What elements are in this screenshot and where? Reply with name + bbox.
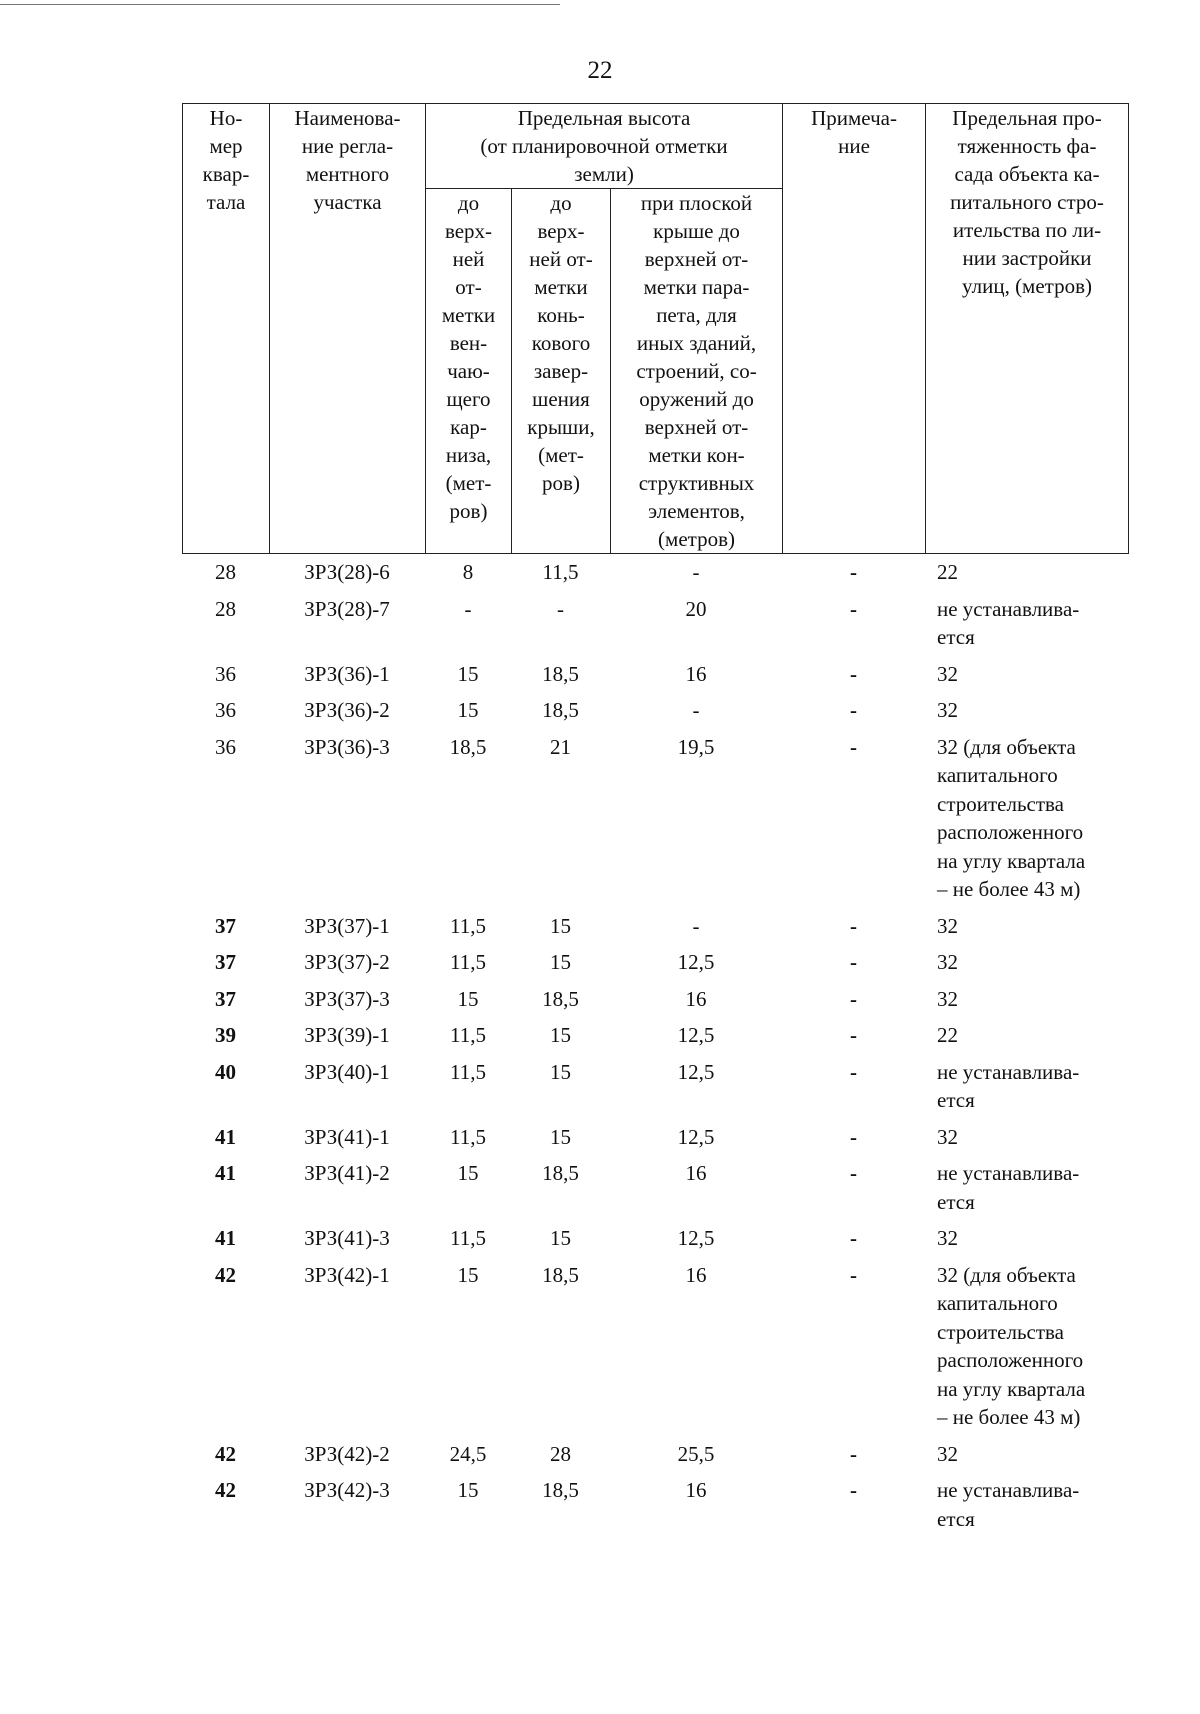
cell-facade: 32 bbox=[937, 661, 958, 686]
cell-plot: ЗРЗ(28)-6 bbox=[304, 560, 390, 584]
header-block-number bbox=[183, 104, 270, 554]
table-row bbox=[182, 1159, 1128, 1216]
table-header bbox=[182, 103, 1129, 554]
cell-plot: ЗРЗ(41)-1 bbox=[304, 1124, 390, 1149]
cell-cornice: 15 bbox=[457, 986, 479, 1011]
cell-cornice: 11,5 bbox=[450, 1059, 486, 1084]
cell-note: - bbox=[850, 986, 857, 1011]
cell-flat-roof: 25,5 bbox=[677, 1441, 715, 1466]
cell-facade: не устанавлива- ется bbox=[937, 596, 1080, 649]
header-plot-name-text: Наименова- ние регла- ментного участка bbox=[294, 106, 401, 214]
header-ridge-text: до верх- ней от- метки конь- кового завер- шения крыши, (мет- ров) bbox=[527, 191, 595, 495]
cell-plot: ЗРЗ(36)-3 bbox=[304, 734, 390, 759]
cell-note: - bbox=[850, 950, 857, 974]
cell-facade: 32 bbox=[937, 986, 958, 1011]
cell-block: 37 bbox=[215, 913, 236, 938]
cell-cornice: 11,5 bbox=[450, 1226, 486, 1250]
cell-cornice: 15 bbox=[457, 1478, 479, 1502]
cell-ridge: 15 bbox=[550, 1023, 571, 1047]
table-row bbox=[182, 1224, 1128, 1253]
scan-edge-line bbox=[0, 4, 560, 5]
cell-plot: ЗРЗ(40)-1 bbox=[304, 1059, 390, 1084]
table-row bbox=[182, 948, 1128, 977]
cell-cornice: 8 bbox=[462, 560, 474, 584]
cell-ridge: 18,5 bbox=[542, 1478, 579, 1502]
header-flat-roof-text: при плоской крыше до верхней от- метки пара- пета, для иных зданий, строений, со- оружений до верхней от- метки кон- структивных элементов, (метров) bbox=[636, 191, 757, 551]
cell-ridge: 15 bbox=[550, 913, 571, 938]
cell-block: 36 bbox=[215, 734, 236, 759]
header-flat-roof bbox=[611, 189, 783, 554]
cell-note: - bbox=[850, 1059, 857, 1084]
cell-block: 28 bbox=[215, 596, 236, 621]
header-note-text: Примеча- ние bbox=[811, 106, 897, 158]
table-row bbox=[182, 912, 1128, 941]
cell-note: - bbox=[850, 1124, 857, 1149]
cell-cornice: 15 bbox=[457, 698, 479, 722]
cell-facade: 32 bbox=[937, 913, 958, 938]
cell-cornice: 24,5 bbox=[449, 1441, 487, 1466]
cell-cornice: - bbox=[464, 596, 472, 621]
cell-ridge: 28 bbox=[550, 1441, 571, 1466]
cell-note: - bbox=[850, 1441, 857, 1466]
cell-ridge: 11,5 bbox=[542, 560, 579, 584]
table-row bbox=[182, 1476, 1128, 1533]
cell-note: - bbox=[850, 1478, 857, 1502]
header-cornice-text: до верх- ней от- метки вен- чаю- щего кар- низа, (мет- ров) bbox=[441, 191, 496, 523]
table-row bbox=[182, 1123, 1128, 1152]
cell-flat-roof: 12,5 bbox=[677, 1226, 715, 1250]
header-ridge bbox=[512, 189, 611, 554]
table-row bbox=[182, 1261, 1128, 1432]
cell-facade: 32 bbox=[937, 1441, 958, 1466]
cell-plot: ЗРЗ(28)-7 bbox=[304, 596, 390, 621]
cell-plot: ЗРЗ(37)-1 bbox=[304, 913, 390, 938]
cell-facade: 32 bbox=[937, 698, 958, 722]
header-block-number-text: Но- мер квар- тала bbox=[202, 106, 250, 214]
cell-facade: 22 bbox=[937, 560, 958, 584]
cell-note: - bbox=[850, 1161, 857, 1185]
cell-block: 40 bbox=[215, 1059, 236, 1084]
cell-flat-roof: 12,5 bbox=[677, 1059, 715, 1084]
table-row bbox=[182, 1440, 1128, 1469]
cell-facade: не устанавлива- ется bbox=[937, 1059, 1080, 1112]
cell-flat-roof: 12,5 bbox=[677, 1023, 715, 1047]
cell-block: 41 bbox=[215, 1226, 236, 1250]
cell-flat-roof: 20 bbox=[685, 596, 707, 621]
cell-note: - bbox=[850, 1262, 857, 1287]
cell-flat-roof: - bbox=[692, 560, 700, 584]
cell-plot: ЗРЗ(36)-2 bbox=[304, 698, 390, 722]
cell-plot: ЗРЗ(42)-2 bbox=[304, 1441, 390, 1466]
table-body bbox=[182, 558, 1128, 1533]
cell-ridge: 18,5 bbox=[542, 986, 579, 1011]
cell-block: 42 bbox=[215, 1478, 236, 1502]
table-row bbox=[182, 1021, 1128, 1050]
cell-note: - bbox=[850, 913, 857, 938]
cell-note: - bbox=[850, 698, 857, 722]
cell-ridge: 18,5 bbox=[542, 661, 579, 686]
cell-cornice: 18,5 bbox=[449, 734, 487, 759]
cell-ridge: 15 bbox=[550, 1124, 571, 1149]
cell-plot: ЗРЗ(42)-1 bbox=[304, 1262, 390, 1287]
cell-flat-roof: 16 bbox=[685, 661, 707, 686]
cell-block: 28 bbox=[215, 560, 236, 584]
cell-cornice: 11,5 bbox=[450, 913, 486, 938]
cell-plot: ЗРЗ(37)-3 bbox=[304, 986, 390, 1011]
cell-block: 41 bbox=[215, 1124, 236, 1149]
cell-ridge: 15 bbox=[550, 950, 571, 974]
cell-facade: 32 (для объекта капитального строительства расположенного на углу квартала – не более 43 м) bbox=[937, 734, 1086, 901]
header-note bbox=[783, 104, 926, 554]
table-row bbox=[182, 558, 1128, 587]
cell-ridge: 15 bbox=[550, 1059, 571, 1084]
cell-facade: 32 (для объекта капитального строительства расположенного на углу квартала – не более 43 м) bbox=[937, 1262, 1086, 1429]
cell-ridge: 18,5 bbox=[542, 1161, 579, 1185]
header-facade-length-text: Предельная про- тяженность фа- сада объекта ка- питального стро- ительства по ли- нии застройки улиц, (метров) bbox=[950, 106, 1104, 298]
cell-flat-roof: 19,5 bbox=[677, 734, 715, 759]
cell-facade: 32 bbox=[937, 1226, 958, 1250]
page-number: 22 bbox=[587, 57, 613, 84]
table-row bbox=[182, 985, 1128, 1014]
table-row bbox=[182, 733, 1128, 904]
cell-plot: ЗРЗ(41)-2 bbox=[304, 1161, 390, 1185]
header-plot-name bbox=[270, 104, 426, 554]
cell-flat-roof: 16 bbox=[685, 1478, 707, 1502]
cell-flat-roof: - bbox=[692, 698, 700, 722]
table-row bbox=[182, 696, 1128, 725]
cell-ridge: 15 bbox=[550, 1226, 571, 1250]
cell-cornice: 11,5 bbox=[450, 1023, 486, 1047]
cell-block: 37 bbox=[215, 950, 236, 974]
cell-cornice: 15 bbox=[457, 661, 479, 686]
cell-flat-roof: - bbox=[692, 913, 700, 938]
cell-plot: ЗРЗ(37)-2 bbox=[304, 950, 390, 974]
cell-facade: не устанавлива- ется bbox=[937, 1478, 1080, 1531]
cell-block: 39 bbox=[215, 1023, 236, 1047]
cell-plot: ЗРЗ(42)-3 bbox=[304, 1478, 390, 1502]
cell-block: 42 bbox=[215, 1441, 236, 1466]
cell-facade: 32 bbox=[937, 1124, 958, 1149]
cell-plot: ЗРЗ(36)-1 bbox=[304, 661, 390, 686]
header-facade-length bbox=[926, 104, 1129, 554]
cell-ridge: 21 bbox=[550, 734, 571, 759]
cell-plot: ЗРЗ(39)-1 bbox=[304, 1023, 390, 1047]
cell-block: 36 bbox=[215, 661, 236, 686]
cell-facade: 22 bbox=[937, 1023, 958, 1047]
cell-flat-roof: 16 bbox=[685, 1262, 707, 1287]
cell-cornice: 15 bbox=[457, 1161, 479, 1185]
cell-flat-roof: 12,5 bbox=[677, 950, 715, 974]
cell-block: 42 bbox=[215, 1262, 236, 1287]
header-cornice bbox=[426, 189, 512, 554]
table-row bbox=[182, 660, 1128, 689]
header-height-group bbox=[426, 104, 783, 189]
header-height-group-text: Предельная высота (от планировочной отметки земли) bbox=[480, 106, 728, 186]
cell-note: - bbox=[850, 596, 857, 621]
cell-block: 37 bbox=[215, 986, 236, 1011]
cell-block: 36 bbox=[215, 698, 236, 722]
cell-flat-roof: 16 bbox=[685, 1161, 707, 1185]
cell-note: - bbox=[850, 560, 857, 584]
cell-ridge: 18,5 bbox=[542, 1262, 579, 1287]
table-row bbox=[182, 1058, 1128, 1115]
cell-cornice: 15 bbox=[457, 1262, 479, 1287]
cell-ridge: 18,5 bbox=[542, 698, 579, 722]
cell-note: - bbox=[850, 1023, 857, 1047]
cell-flat-roof: 16 bbox=[685, 986, 707, 1011]
table-row bbox=[182, 595, 1128, 652]
cell-note: - bbox=[850, 661, 857, 686]
cell-cornice: 11,5 bbox=[450, 950, 486, 974]
cell-note: - bbox=[850, 734, 857, 759]
cell-facade: 32 bbox=[937, 950, 958, 974]
cell-facade: не устанавлива- ется bbox=[937, 1161, 1080, 1214]
cell-plot: ЗРЗ(41)-3 bbox=[304, 1226, 390, 1250]
cell-ridge: - bbox=[557, 596, 564, 621]
cell-flat-roof: 12,5 bbox=[677, 1124, 715, 1149]
cell-note: - bbox=[850, 1226, 857, 1250]
cell-cornice: 11,5 bbox=[450, 1124, 486, 1149]
cell-block: 41 bbox=[215, 1161, 236, 1185]
